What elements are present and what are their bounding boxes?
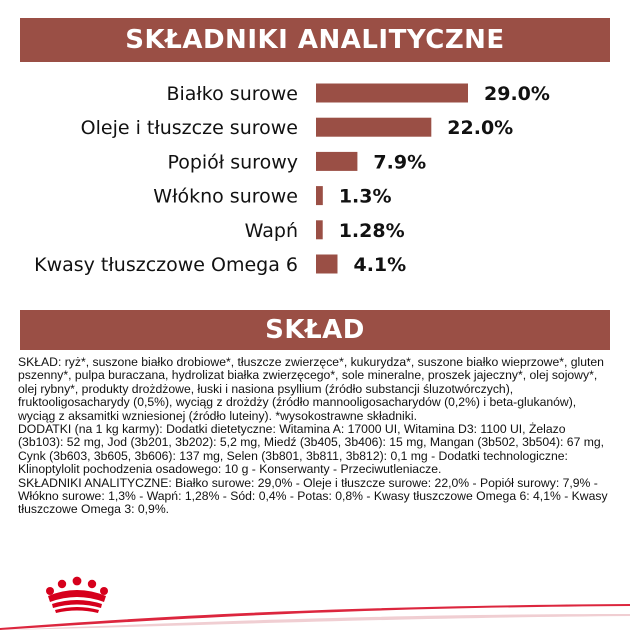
- value-label: 4.1%: [353, 254, 407, 276]
- analytical-bar-chart: [0, 70, 630, 290]
- value-label: 29.0%: [484, 83, 550, 105]
- composition-additives: DODATKI (na 1 kg karmy): Dodatki dietetyczne: Witamina A: 17000 UI, Witamina D3: 1100 UI, Żelazo (3b103): 52 mg, Jod (3b201, 3b202): 5,2 mg, Miedź (3b405, 3b406): 15 mg, Mangan (3b502, 3b504): 67 mg, Cynk (3b603, 3b605, 3b606): 137 mg, Selen (3b801, 3b811, 3b812): 0,1 mg - Dodatki technologiczne: Klinoptylolit pochodzenia osadowego: 10 g - Konserwanty - Przeciwutleniacze.: [18, 422, 605, 477]
- category-label: Popiół surowy: [167, 151, 298, 174]
- category-label: Wapń: [244, 219, 298, 242]
- category-label: Kwasy tłuszczowe Omega 6: [34, 254, 298, 276]
- composition-header: SKŁAD: [20, 310, 610, 350]
- composition-analytical: SKŁADNIKI ANALITYCZNE: Białko surowe: 29,0% - Oleje i tłuszcze surowe: 22,0% - Popiół surowy: 7,9% - Włókno surowe: 1,3% - Wapń: 1,28% - Sód: 0,4% - Potas: 0,8% - Kwasy tłuszczowe Omega 6: 4,1% - Kwasy tłuszczowe Omega 3: 0,9%.: [18, 475, 608, 517]
- royal-canin-crown-icon: [44, 572, 110, 614]
- category-label: Włókno surowe: [153, 185, 298, 208]
- analytical-header: SKŁADNIKI ANALITYCZNE: [20, 18, 610, 62]
- value-label: 7.9%: [373, 151, 427, 174]
- composition-text: [18, 356, 614, 517]
- bar: [316, 255, 337, 274]
- category-label: Białko surowe: [166, 83, 298, 105]
- bar: [316, 152, 357, 171]
- bar: [316, 84, 468, 103]
- category-label: Oleje i tłuszcze surowe: [80, 117, 298, 140]
- bar: [316, 220, 323, 239]
- bar: [316, 118, 431, 137]
- composition-ingredients: SKŁAD: ryż*, suszone białko drobiowe*, tłuszcze zwierzęce*, kukurydza*, suszone białko wieprzowe*, gluten pszenny*, pulpa buraczana, hydrolizat białka zwierzęcego*, sole mineralne, proszek jajeczny*, olej sojowy*, olej rybny*, produkty drożdżowe, łuski i nasiona psyllium (źródło substancji śluzotwórczych), fruktooligosacharydy (0,5%), wyciąg z drożdży (źródło mannooligosacharydów (0,2%) i beta-glukanów), wyciąg z aksamitki wzniesionej (źródło luteiny). *wysokostrawne składniki.: [18, 355, 604, 423]
- value-label: 1.28%: [338, 219, 405, 242]
- bar: [316, 186, 323, 205]
- value-label: 1.3%: [338, 185, 392, 208]
- value-label: 22.0%: [447, 117, 514, 140]
